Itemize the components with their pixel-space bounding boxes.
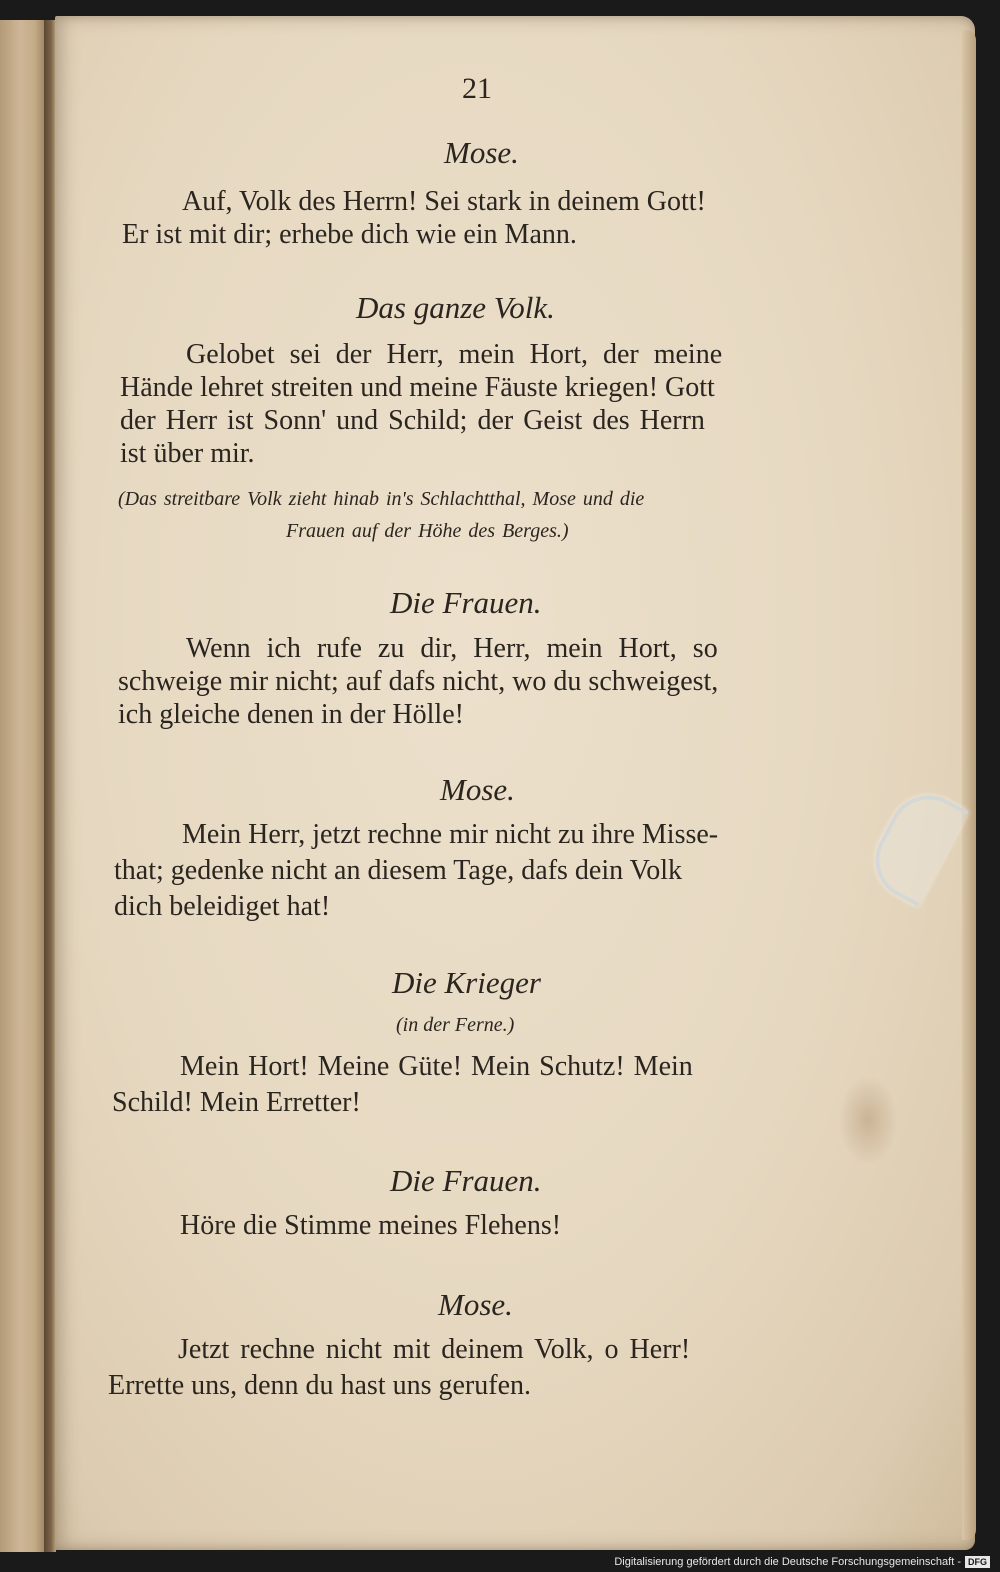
verse-line: schweige mir nicht; auf dafs nicht, wo du schweigest, <box>118 666 719 697</box>
verse-line: Hände lehret streiten und meine Fäuste kriegen! Gott <box>120 372 715 403</box>
verse-line: Er ist mit dir; erhebe dich wie ein Mann. <box>122 219 577 250</box>
speaker-heading: Das ganze Volk. <box>356 290 555 325</box>
stage-direction: (Das streitbare Volk zieht hinab in's Schlachtthal, Mose und die <box>118 488 645 510</box>
page-fore-edge <box>962 30 976 1540</box>
verse-line: Gelobet sei der Herr, mein Hort, der meine <box>186 339 723 370</box>
speaker-heading: Die Frauen. <box>390 585 542 620</box>
verse-line: Mein Herr, jetzt rechne mir nicht zu ihre Misse- <box>182 819 719 850</box>
verse-line: ist über mir. <box>120 438 255 469</box>
facing-page-edge <box>0 20 50 1552</box>
verse-line: dich beleidiget hat! <box>114 891 331 922</box>
credit-text: Digitalisierung gefördert durch die Deutsche Forschungsgemeinschaft - <box>614 1556 961 1568</box>
speaker-heading: Die Krieger <box>392 965 541 1000</box>
verse-line: Höre die Stimme meines Flehens! <box>180 1210 562 1241</box>
digitization-credit <box>614 1556 990 1568</box>
speaker-heading: Die Frauen. <box>390 1163 542 1198</box>
verse-line: that; gedenke nicht an diesem Tage, dafs dein Volk <box>114 855 683 886</box>
verse-line: Jetzt rechne nicht mit deinem Volk, o Herr! <box>178 1334 691 1365</box>
speaker-heading: Mose. <box>440 772 515 807</box>
stage-direction: Frauen auf der Höhe des Berges.) <box>286 520 569 542</box>
verse-line: ich gleiche denen in der Hölle! <box>118 699 464 730</box>
page-number: 21 <box>462 72 492 105</box>
verse-line: Mein Hort! Meine Güte! Mein Schutz! Mein <box>180 1051 693 1082</box>
verse-line: Schild! Mein Erretter! <box>112 1087 361 1118</box>
speaker-heading: Mose. <box>444 135 519 170</box>
speaker-heading: Mose. <box>438 1287 513 1322</box>
verse-line: der Herr ist Sonn' und Schild; der Geist des Herrn <box>120 405 705 436</box>
verse-line: Wenn ich rufe zu dir, Herr, mein Hort, so <box>186 633 718 664</box>
verse-line: Errette uns, denn du hast uns gerufen. <box>108 1370 531 1401</box>
speaker-note: (in der Ferne.) <box>396 1014 515 1036</box>
dfg-logo: DFG <box>965 1556 990 1568</box>
verse-line: Auf, Volk des Herrn! Sei stark in deinem Gott! <box>182 186 706 217</box>
